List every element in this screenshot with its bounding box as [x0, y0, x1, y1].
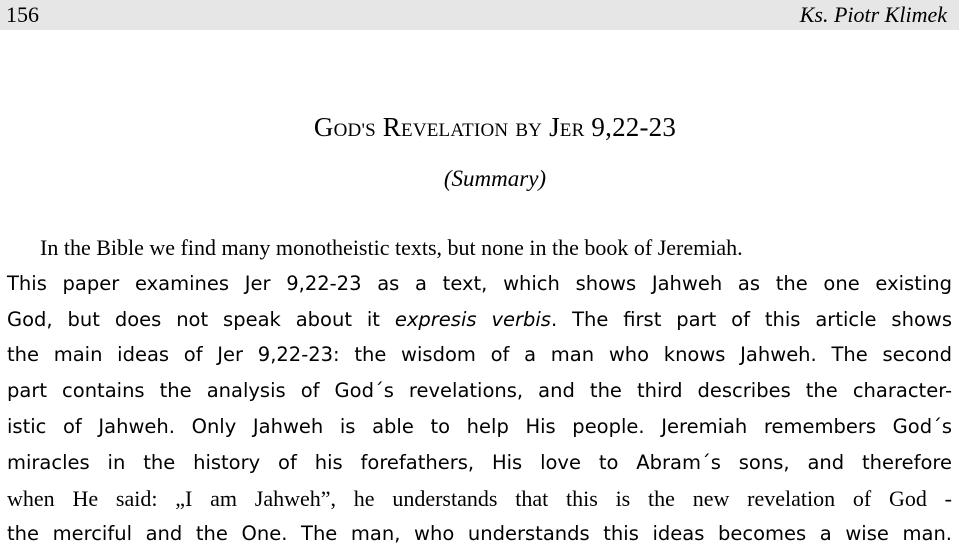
paragraph-line-1: In the Bible we find many monotheistic texts, but none in the book of Jeremiah.: [40, 235, 743, 260]
running-head-author: Ks. Piotr Klimek: [799, 2, 947, 27]
title-by: BY: [515, 120, 543, 141]
paragraph-line-5: part contains the analysis of God´s revelations, and the third describes the character-: [7, 379, 952, 403]
title-r: R: [382, 112, 402, 142]
title-j: J: [549, 112, 560, 142]
title-od-s: OD'S: [333, 120, 376, 141]
title-g: G: [313, 112, 334, 142]
paragraph-line-7: miracles in the history of his forefathers, His love to Abram´s sons, and therefore: [7, 450, 952, 474]
title-reference: 9,22-23: [591, 112, 677, 142]
paragraph-line-6: istic of Jahweh. Only Jahweh is able to help His people. Jeremiah remembers God´s: [7, 414, 952, 438]
latin-phrase: expresis verbis: [394, 307, 551, 331]
page-number: 156: [6, 2, 39, 27]
article-subtitle: (Summary): [443, 166, 547, 191]
paragraph-line-3: God, but does not speak about it expresis verbis. The first part of this article shows: [7, 307, 952, 331]
article-title: [0, 112, 959, 143]
paragraph-line-9: the merciful and the One. The man, who understands this ideas becomes a wise man.: [7, 522, 952, 546]
paragraph-line-8: when He said: „I am Jahweh”, he understands that this is the new revelation of God -: [7, 485, 952, 511]
title-evelation: EVELATION: [401, 120, 509, 141]
summary-paragraph: [7, 230, 952, 552]
paragraph-line-2: This paper examines Jer 9,22-23 as a text, which shows Jahweh as the one existing: [7, 271, 952, 295]
paragraph-line-4: the main ideas of Jer 9,22-23: the wisdom of a man who knows Jahweh. The second: [7, 343, 952, 367]
title-er: ER: [559, 120, 585, 141]
page-header: [0, 0, 959, 30]
